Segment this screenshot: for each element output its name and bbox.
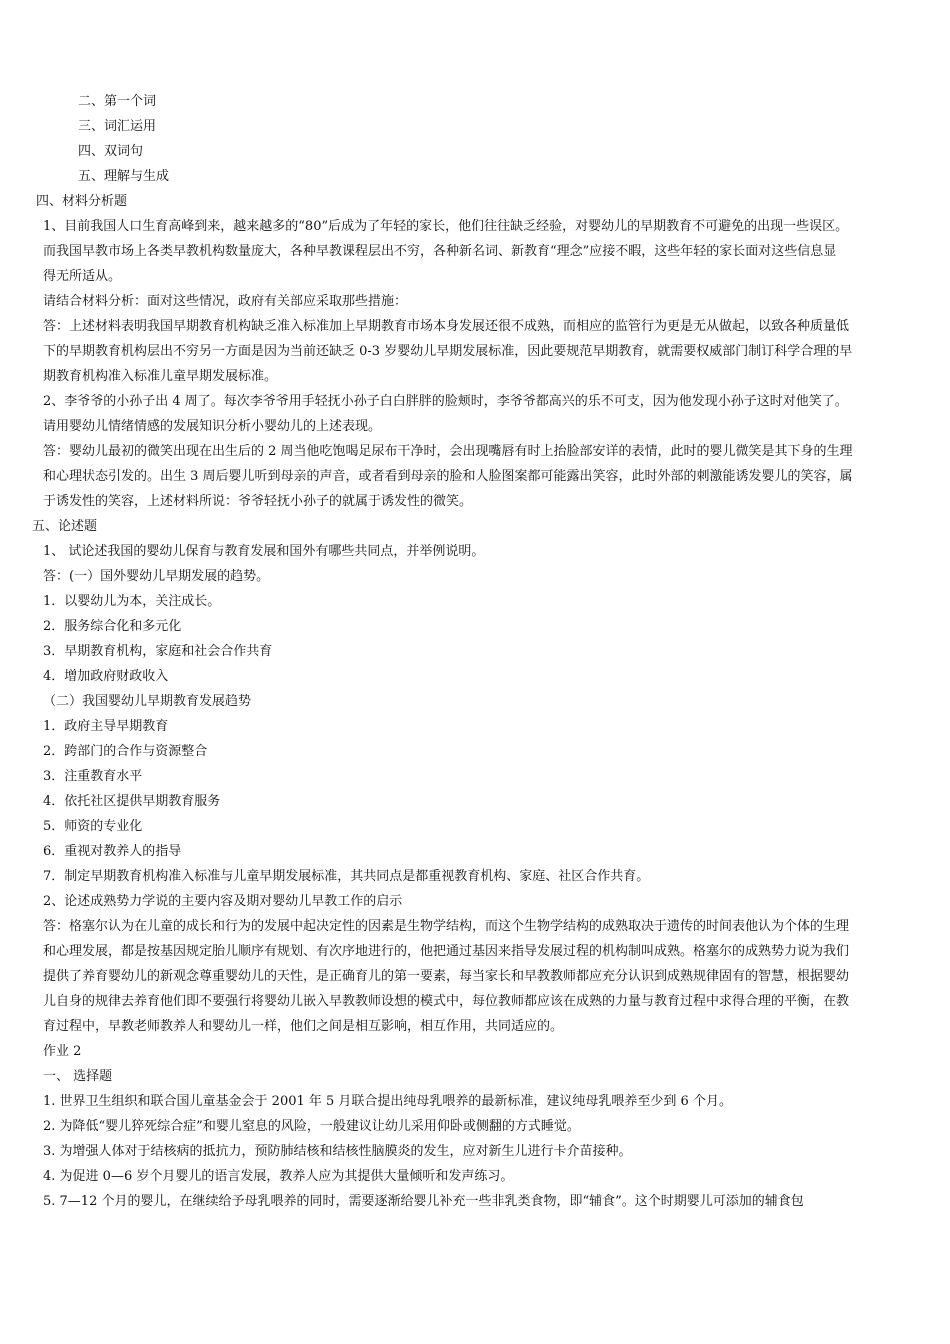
- subheading: （二）我国婴幼儿早期教育发展趋势: [43, 694, 252, 709]
- outline-item: 二、第一个词: [78, 94, 157, 109]
- list-item: 4. 为促进 0—6 岁个月婴儿的语言发展，教养人应为其提供大量倾听和发声练习。: [43, 1169, 514, 1184]
- paragraph-line: 2、论述成熟势力学说的主要内容及期对婴幼儿早教工作的启示: [43, 894, 403, 909]
- list-item: 5．师资的专业化: [43, 819, 143, 834]
- list-item: 7．制定早期教育机构准入标准与儿童早期发展标准，其共同点是都重视教育机构、家庭、社区合作共育。: [43, 869, 650, 884]
- paragraph-line: 于诱发性的笑容，上述材料所说：爷爷轻抚小孙子的就属于诱发性的微笑。: [43, 494, 473, 509]
- list-item: 4．增加政府财政收入: [43, 669, 169, 684]
- list-item: 5. 7—12 个月的婴儿，在继续给予母乳喂养的同时，需要逐渐给婴儿补充一些非乳类食物，即“辅食”。这个时期婴儿可添加的辅食包: [43, 1194, 804, 1209]
- outline-item: 四、双词句: [78, 144, 144, 159]
- list-item: 1．政府主导早期教育: [43, 719, 169, 734]
- section-heading: 作业 2: [43, 1044, 82, 1059]
- paragraph-line: 答：婴幼儿最初的微笑出现在出生后的 2 周当他吃饱喝足尿布干净时，会出现嘴唇有时上抬脸部安详的表情，此时的婴儿微笑是其下身的生理: [43, 444, 853, 459]
- list-item: 3．注重教育水平: [43, 769, 143, 784]
- paragraph-line: 下的早期教育机构层出不穷另一方面是因为当前还缺乏 0-3 岁婴幼儿早期发展标准，因此要规范早期教育，就需要权威部门制订科学合理的早: [43, 344, 853, 359]
- paragraph-line: 答：上述材料表明我国早期教育机构缺乏准入标准加上早期教育市场本身发展还很不成熟，而相应的监管行为更是无从做起，以致各种质量低: [43, 319, 850, 334]
- section-heading: 五、论述题: [32, 519, 98, 534]
- paragraph-line: 答：格塞尔认为在儿童的成长和行为的发展中起决定性的因素是生物学结构，而这个生物学结构的成熟取决于遗传的时间表他认为个体的生理: [43, 919, 850, 934]
- paragraph-line: 2、李爷爷的小孙子出 4 周了。每次李爷爷用手轻抚小孙子白白胖胖的脸颊时，李爷爷都高兴的乐不可支，因为他发现小孙子这时对他笑了。: [43, 394, 848, 409]
- paragraph-line: 和心理状态引发的。出生 3 周后婴儿听到母亲的声音，或者看到母亲的脸和人脸图案都可能露出笑容，此时外部的刺激能诱发婴儿的笑容，属: [43, 469, 853, 484]
- paragraph-line: 请用婴幼儿情绪情感的发展知识分析小婴幼儿的上述表现。: [43, 419, 382, 434]
- paragraph-line: 育过程中，早教老师教养人和婴幼儿一样，他们之间是相互影响，相互作用，共同适应的。: [43, 1019, 564, 1034]
- paragraph-line: 1、目前我国人口生育高峰到来，越来越多的“80”后成为了年轻的家长，他们往往缺乏经验，对婴幼儿的早期教育不可避免的出现一些误区。: [43, 219, 849, 234]
- paragraph-line: 请结合材料分析：面对这些情况，政府有关部应采取那些措施：: [43, 294, 408, 309]
- paragraph-line: 1、 试论述我国的婴幼儿保育与教育发展和国外有哪些共同点，并举例说明。: [43, 544, 485, 559]
- paragraph-line: 提供了养育婴幼儿的新观念尊重婴幼儿的天性，是正确育儿的第一要素，每当家长和早教教师都应充分认识到成熟规律固有的智慧，根据婴幼: [43, 969, 850, 984]
- list-item: 6．重视对教养人的指导: [43, 844, 182, 859]
- outline-item: 五、理解与生成: [78, 169, 170, 184]
- paragraph-line: 得无所适从。: [43, 269, 122, 284]
- paragraph-line: 答：(一）国外婴幼儿早期发展的趋势。: [43, 569, 270, 584]
- paragraph-line: 而我国早教市场上各类早教机构数量庞大，各种早教课程层出不穷，各种新名词、新教育“理念”应接不暇，这些年轻的家长面对这些信息显: [43, 244, 837, 259]
- paragraph-line: 和心理发展，都是按基因规定胎儿顺序有规划、有次序地进行的，他把通过基因来指导发展过程的机构制叫成熟。格塞尔的成熟势力说为我们: [43, 944, 850, 959]
- list-item: 4．依托社区提供早期教育服务: [43, 794, 221, 809]
- paragraph-line: 儿自身的规律去养育他们即不要强行将婴幼儿嵌入早教教师设想的模式中，每位教师都应该在成熟的力量与教育过程中求得合理的平衡，在教: [43, 994, 850, 1009]
- section-heading: 四、材料分析题: [36, 194, 128, 209]
- list-item: 2．跨部门的合作与资源整合: [43, 744, 208, 759]
- list-item: 3. 为增强人体对于结核病的抵抗力，预防肺结核和结核性脑膜炎的发生，应对新生儿进行卡介苗接种。: [43, 1144, 632, 1159]
- outline-item: 三、词汇运用: [78, 119, 157, 134]
- list-item: 2．服务综合化和多元化: [43, 619, 182, 634]
- section-heading: 一、 选择题: [43, 1069, 113, 1084]
- list-item: 3．早期教育机构，家庭和社会合作共育: [43, 644, 273, 659]
- list-item: 2. 为降低“婴儿猝死综合症”和婴儿窒息的风险，一般建议让幼儿采用仰卧或侧翻的方式睡觉。: [43, 1119, 580, 1134]
- list-item: 1．以婴幼儿为本，关注成长。: [43, 594, 221, 609]
- paragraph-line: 期教育机构准入标准儿童早期发展标准。: [43, 369, 278, 384]
- list-item: 1. 世界卫生组织和联合国儿童基金会于 2001 年 5 月联合提出纯母乳喂养的最新标准，建议纯母乳喂养至少到 6 个月。: [43, 1094, 732, 1109]
